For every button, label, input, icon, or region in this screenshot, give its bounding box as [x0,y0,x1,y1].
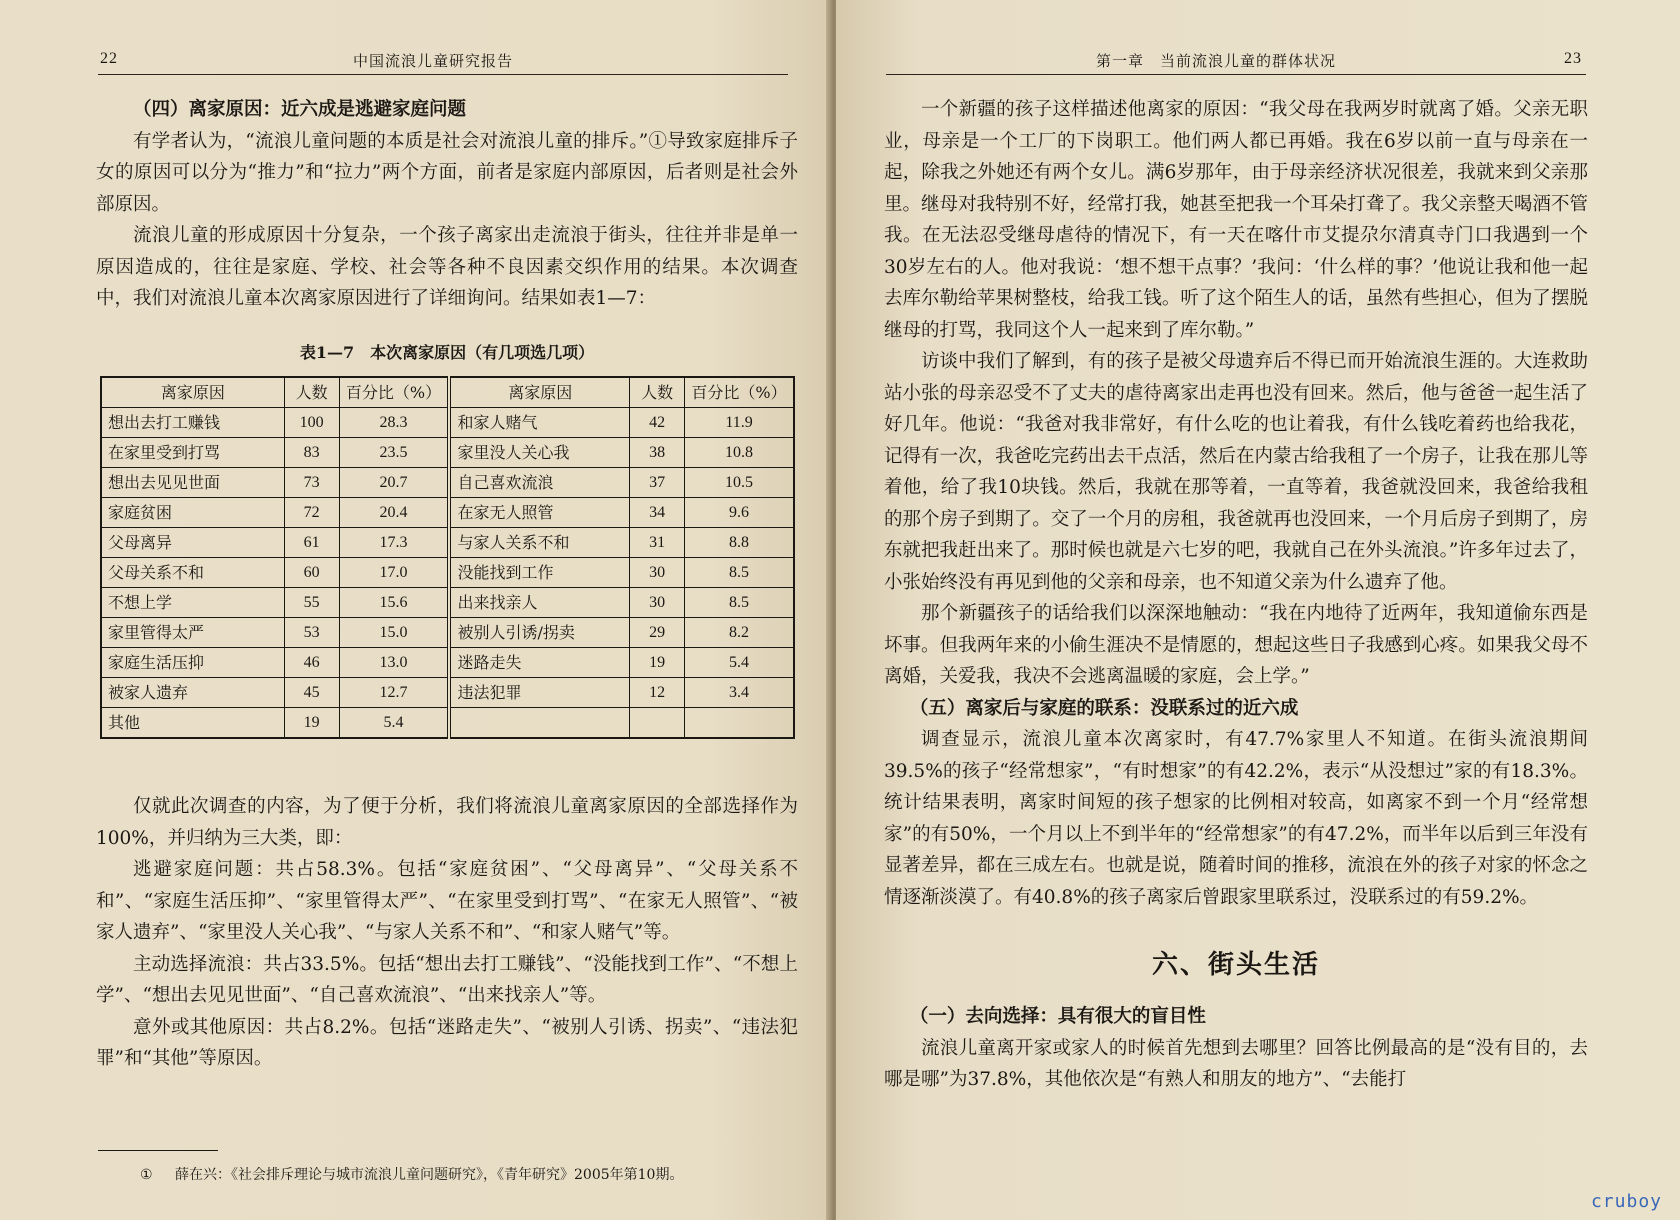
table-cell: 23.5 [339,438,449,468]
footnote-rule [98,1150,218,1151]
table-cell: 想出去见见世面 [101,468,284,498]
col-header: 离家原因 [449,377,629,408]
table-cell: 和家人赌气 [449,408,629,438]
table-cell: 父母关系不和 [101,558,284,588]
table-cell: 没能找到工作 [449,558,629,588]
table-cell: 想出去打工赚钱 [101,408,284,438]
table-cell: 自己喜欢流浪 [449,468,629,498]
table-cell: 29 [630,618,685,648]
paragraph: 有学者认为，“流浪儿童问题的本质是社会对流浪儿童的排斥。”①导致家庭排斥子女的原因可以分为“推力”和“拉力”两个方面，前者是家庭内部原因，后者则是社会外部原因。 [96,130,798,215]
table-row [101,468,794,498]
table-cell: 5.4 [685,648,794,678]
table-cell: 出来找亲人 [449,588,629,618]
table-cell: 30 [630,588,685,618]
col-header: 人数 [630,377,685,408]
footnote [140,1164,683,1184]
table-row [101,618,794,648]
table-cell: 31 [630,528,685,558]
table-cell: 家里管得太严 [101,618,284,648]
running-title: 第一章 当前流浪儿童的群体状况 [1096,52,1337,70]
table-cell: 迷路走失 [449,648,629,678]
table-cell: 10.8 [685,438,794,468]
paragraph: 访谈中我们了解到，有的孩子是被父母遗弃后不得已而开始流浪生涯的。大连救助站小张的母亲忍受不了丈夫的虐待离家出走再也没有回来。然后，他与爸爸一起生活了好几年。他说：“我爸对我非常好，有什么吃的也让着我，有什么钱吃着药也给我花，记得有一次，我爸吃完药出去干点活，然后在内蒙古给我租了一个房子，让我在那儿等着他，给了我10块钱。然后，我就在那等着，一直等着，我爸就没回来，我爸给我租的那个房子到期了。交了一个月的房租，我爸就再也没回来，一个月后房子到期了，房东就把我赶出来了。那时候也就是六七岁的吧，我就自己在外头流浪。”许多年过去了，小张始终没有再见到他的父亲和母亲，也不知道父亲为什么遗弃了他。 [884,351,1588,593]
reasons-table [100,376,795,739]
right-page [836,0,1680,1220]
table-cell: 11.9 [685,408,794,438]
table-cell: 8.5 [685,588,794,618]
table-cell: 9.6 [685,498,794,528]
table-cell: 13.0 [339,648,449,678]
left-body [96,94,798,1075]
table-cell: 父母离异 [101,528,284,558]
table-cell: 17.0 [339,558,449,588]
table-cell: 10.5 [685,468,794,498]
table-cell: 55 [284,588,339,618]
table-cell: 15.6 [339,588,449,618]
paragraph: 流浪儿童离开家或家人的时候首先想到去哪里？回答比例最高的是“没有目的，去哪是哪”为37.8%，其他依次是“有熟人和朋友的地方”、“去能打 [884,1037,1588,1090]
table-cell: 与家人关系不和 [449,528,629,558]
table-row [101,678,794,708]
paragraph: 逃避家庭问题：共占58.3%。包括“家庭贫困”、“父母离异”、“父母关系不和”、“家庭生活压抑”、“家里管得太严”、“在家里受到打骂”、“在家无人照管”、“被家人遗弃”、“家里没人关心我”、“与家人关系不和”、“和家人赌气”等。 [96,859,798,943]
paragraph: 调查显示，流浪儿童本次离家时，有47.7%家里人不知道。在街头流浪期间39.5%的孩子“经常想家”，“有时想家”的有42.2%，表示“从没想过”家的有18.3%。统计结果表明，离家时间短的孩子想家的比例相对较高，如离家不到一个月“经常想家”的有50%，一个月以上不到半年的“经常想家”的有47.2%，而半年以后到三年没有显著差异，都在三成左右。也就是说，随着时间的推移，流浪在外的孩子对家的怀念之情逐渐淡漠了。有40.8%的孩子离家后曾跟家里联系过，没联系过的有59.2%。 [884,729,1588,908]
table-row [101,438,794,468]
table-cell: 19 [630,648,685,678]
table-cell: 被别人引诱/拐卖 [449,618,629,648]
table-cell: 不想上学 [101,588,284,618]
table-row [101,498,794,528]
table-cell: 83 [284,438,339,468]
table-cell: 在家无人照管 [449,498,629,528]
table-cell: 12.7 [339,678,449,708]
table-cell: 46 [284,648,339,678]
table-header-row [101,377,794,408]
table-row [101,708,794,739]
table-cell: 73 [284,468,339,498]
table-cell: 38 [630,438,685,468]
table-cell: 20.4 [339,498,449,528]
table-cell: 34 [630,498,685,528]
table-cell: 28.3 [339,408,449,438]
footnote-text: 薛在兴：《社会排斥理论与城市流浪儿童问题研究》，《青年研究》2005年第10期。 [175,1167,684,1183]
table-cell: 家庭贫困 [101,498,284,528]
page-number: 22 [100,50,118,67]
footnote-mark: ① [140,1167,153,1183]
table-row [101,588,794,618]
table-cell: 其他 [101,708,284,739]
paragraph: 流浪儿童的形成原因十分复杂，一个孩子离家出走流浪于街头，往往并非是单一原因造成的，往往是家庭、学校、社会等各种不良因素交织作用的结果。本次调查中，我们对流浪儿童本次离家原因进行了详细询问。结果如表1—7： [96,225,798,309]
table-cell: 家里没人关心我 [449,438,629,468]
table-cell: 15.0 [339,618,449,648]
table-cell: 42 [630,408,685,438]
table-cell: 8.2 [685,618,794,648]
left-page [0,0,832,1220]
table-cell: 100 [284,408,339,438]
table-caption: 表1—7 本次离家原因（有几项选几项） [299,342,595,362]
table-cell [449,708,629,739]
table-cell: 53 [284,618,339,648]
running-title: 中国流浪儿童研究报告 [353,52,514,70]
table-cell: 30 [630,558,685,588]
right-body [884,94,1588,1096]
table-cell: 家庭生活压抑 [101,648,284,678]
table-cell: 5.4 [339,708,449,739]
table-cell [630,708,685,739]
table-cell: 37 [630,468,685,498]
table-cell: 3.4 [685,678,794,708]
watermark: cruboy [1590,1191,1662,1212]
table-cell: 45 [284,678,339,708]
col-header: 离家原因 [101,377,284,408]
paragraph: 那个新疆孩子的话给我们以深深地触动：“我在内地待了近两年，我知道偷东西是坏事。但我两年来的小偷生涯决不是情愿的，想起这些日子我感到心疼。如果我父母不离婚，关爱我，我决不会逃离温暖的家庭，会上学。” [884,603,1588,687]
table-cell: 72 [284,498,339,528]
table-cell: 12 [630,678,685,708]
chapter-section-title: 六、街头生活 [1151,950,1320,980]
paragraph: 主动选择流浪：共占33.5%。包括“想出去打工赚钱”、“没能找到工作”、“不想上学”、“想出去见见世面”、“自己喜欢流浪”、“出来找亲人”等。 [96,953,798,1006]
left-running-head [98,48,788,75]
table-row [101,558,794,588]
table-cell: 61 [284,528,339,558]
table-row [101,408,794,438]
table-cell: 20.7 [339,468,449,498]
section-heading: （四）离家原因：近六成是逃避家庭问题 [133,99,467,120]
table-cell: 在家里受到打骂 [101,438,284,468]
table-cell: 19 [284,708,339,739]
table-cell: 违法犯罪 [449,678,629,708]
table-cell: 17.3 [339,528,449,558]
table-row [101,528,794,558]
section-heading: （五）离家后与家庭的联系：没联系过的近六成 [909,697,1299,719]
table-cell: 8.8 [685,528,794,558]
col-header: 人数 [284,377,339,408]
table-cell: 被家人遗弃 [101,678,284,708]
section-heading: （一）去向选择：具有很大的盲目性 [909,1006,1206,1027]
col-header: 百分比（%） [339,377,449,408]
page-number: 23 [1564,50,1582,67]
table-cell: 8.5 [685,558,794,588]
table-cell: 60 [284,558,339,588]
paragraph: 仅就此次调查的内容，为了便于分析，我们将流浪儿童离家原因的全部选择作为100%，并归纳为三大类，即： [96,796,798,849]
paragraph: 一个新疆的孩子这样描述他离家的原因：“我父母在我两岁时就离了婚。父亲无职业，母亲是一个工厂的下岗职工。他们两人都已再婚。我在6岁以前一直与母亲在一起，除我之外她还有两个女儿。满6岁那年，由于母亲经济状况很差，我就来到父亲那里。继母对我特别不好，经常打我，她甚至把我一个耳朵打聋了。我父亲整天喝酒不管我。在无法忍受继母虐待的情况下，有一天在喀什市艾提尕尔清真寺门口我遇到一个30岁左右的人。他对我说：‘想不想干点事？’我问：‘什么样的事？’他说让我和他一起去库尔勒给苹果树整枝，给我工钱。听了这个陌生人的话，虽然有些担心，但为了摆脱继母的打骂，我同这个人一起来到了库尔勒。” [884,99,1588,341]
paragraph: 意外或其他原因：共占8.2%。包括“迷路走失”、“被别人引诱、拐卖”、“违法犯罪”和“其他”等原因。 [96,1016,798,1069]
table-cell [685,708,794,739]
right-running-head [886,48,1586,75]
table-row [101,648,794,678]
col-header: 百分比（%） [685,377,794,408]
